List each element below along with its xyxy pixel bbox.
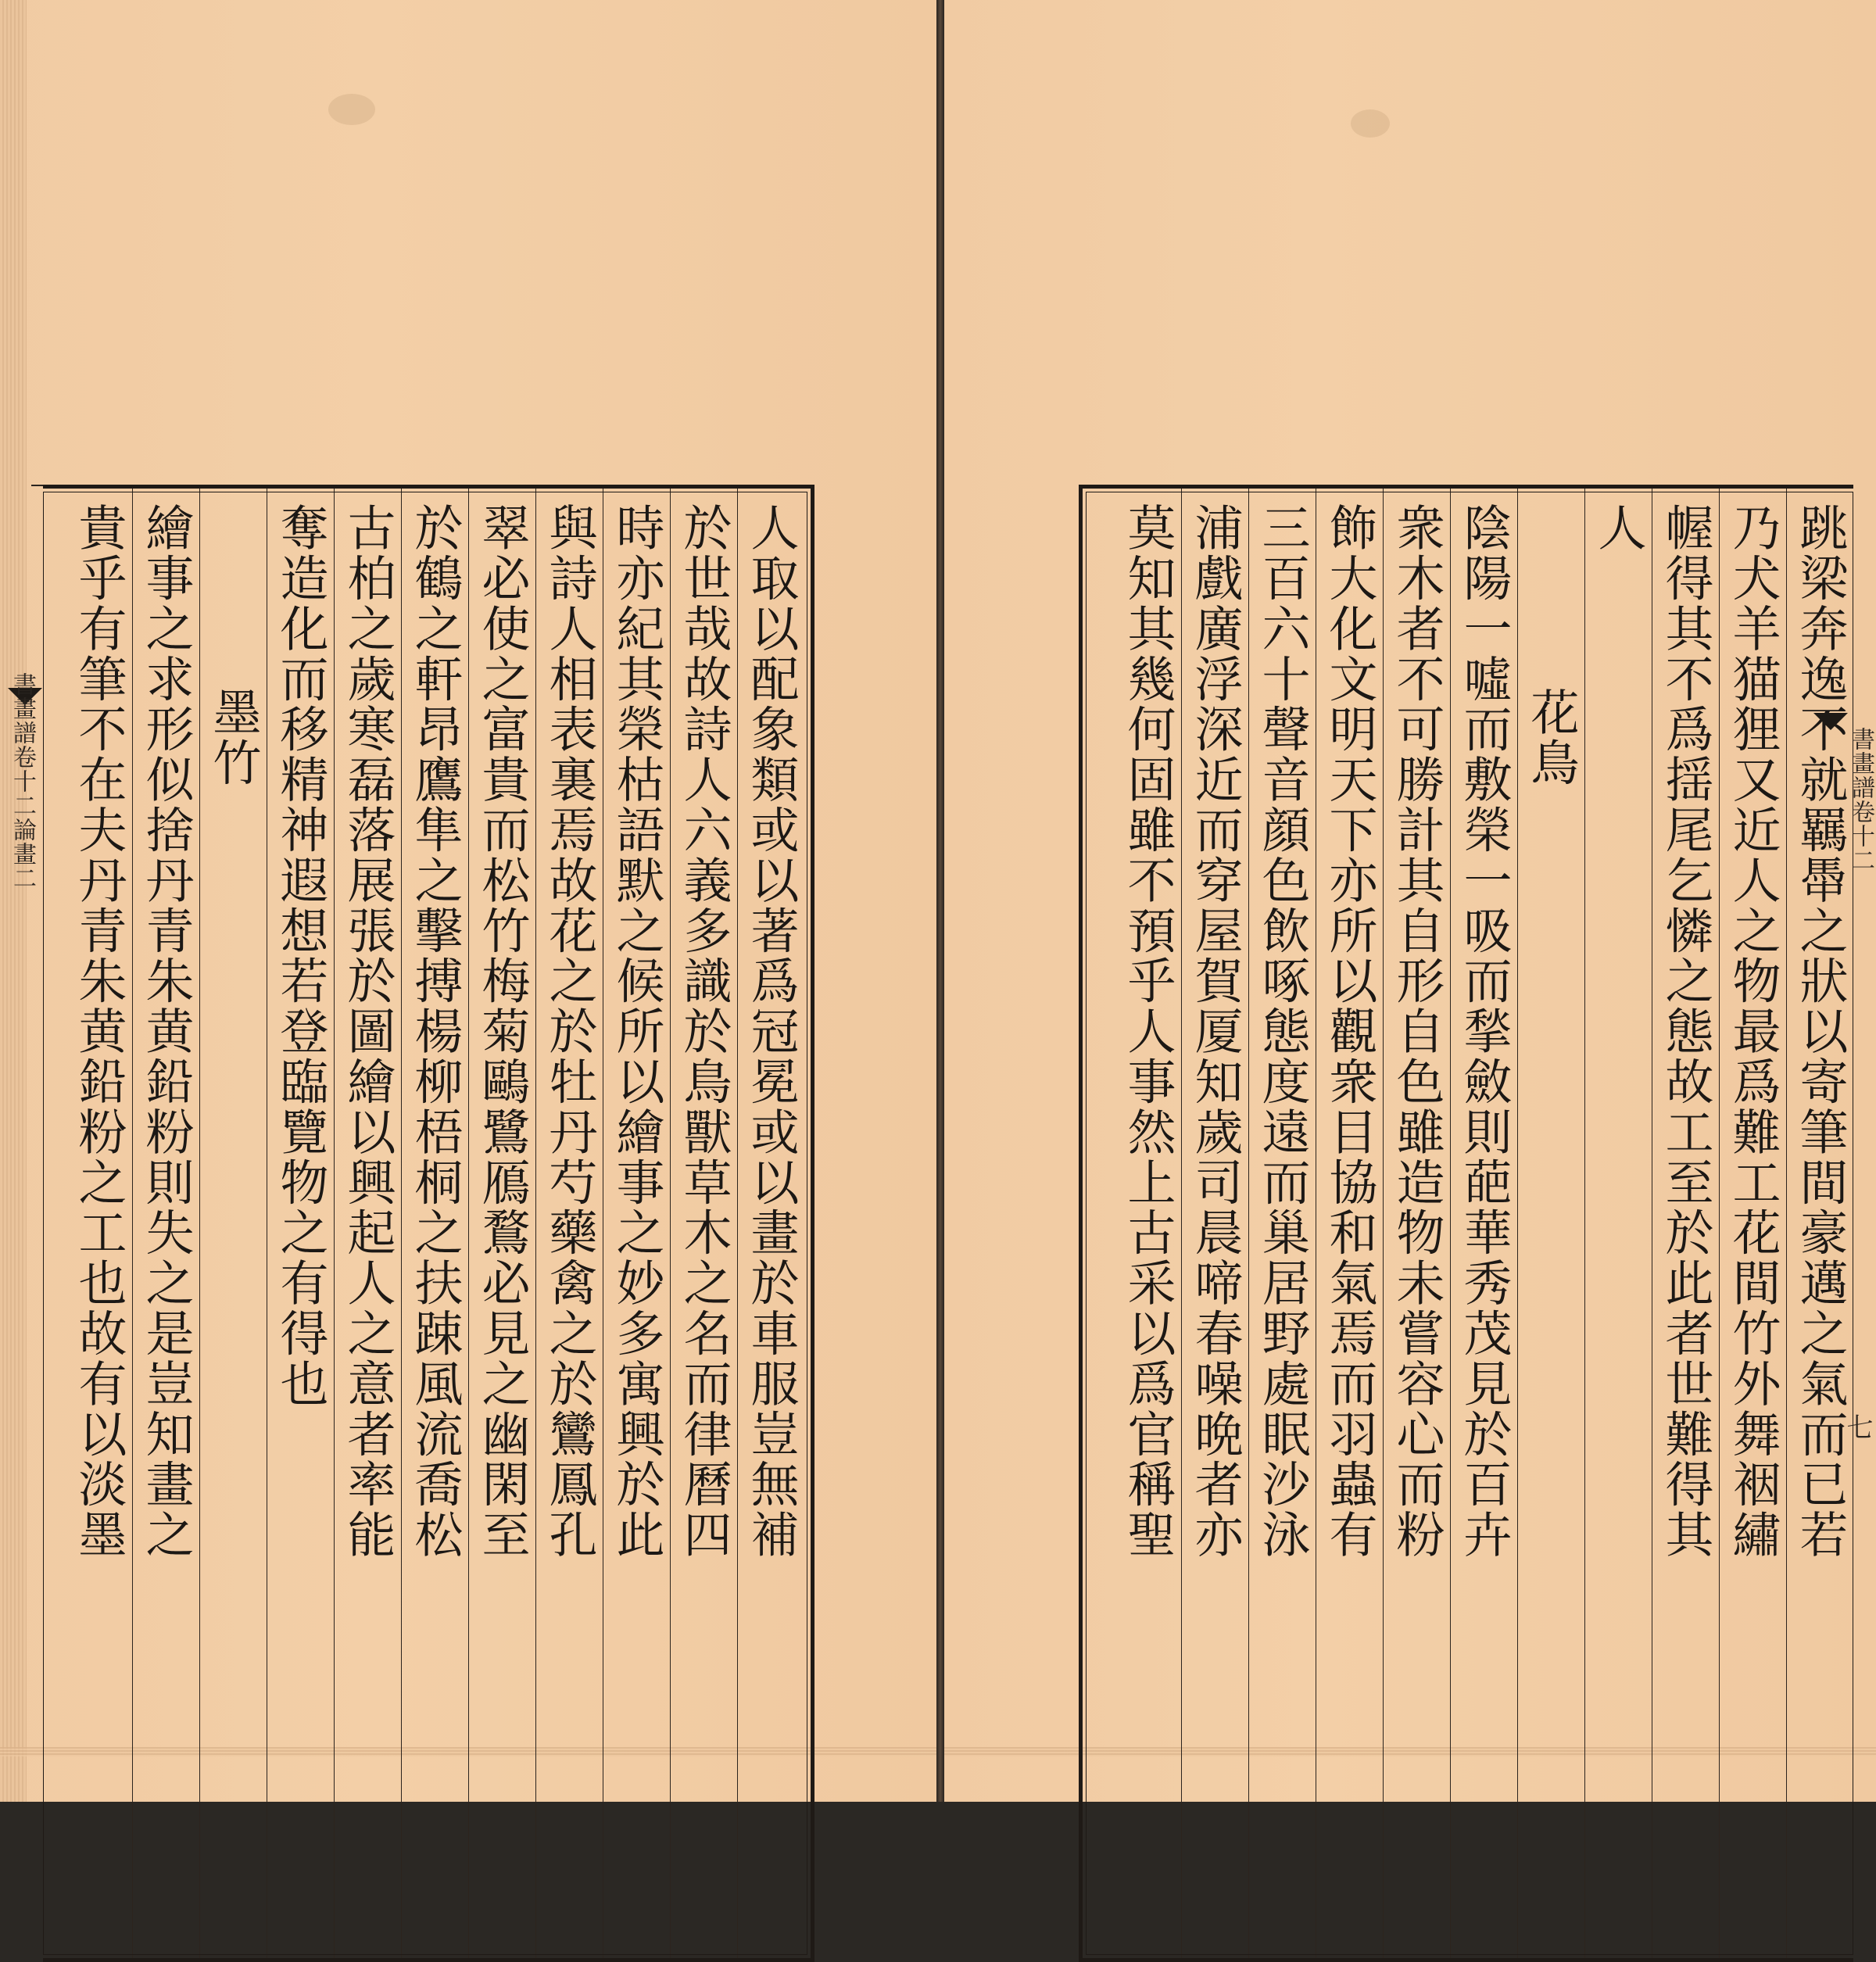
text-column: 繪事之求形似捨丹青朱黄鉛粉則失之是豈知畫之 [132,489,199,1958]
text-column: 衆木者不可勝計其自形自色雖造物未嘗容心而粉 [1383,489,1450,1958]
text-column: 貴乎有筆不在夫丹青朱黄鉛粉之工也故有以淡墨 [70,503,127,1560]
paper-stain [1351,109,1390,138]
text-column: 幄得其不爲揺尾乞憐之態故工至於此者世難得其 [1652,489,1719,1958]
text-column: 跳梁奔逸不就羈馽之狀以寄筆間豪邁之氣而已若 [1786,489,1853,1958]
left-page [0,0,939,1802]
text-columns-left [43,489,804,1958]
paper-stain [328,94,375,125]
text-column: 陰陽一噓而敷榮一吸而揫斂則葩華秀茂見於百卉 [1450,489,1517,1958]
text-column: 人 [1584,489,1652,1958]
text-column: 於世哉故詩人六義多識於鳥獸草木之名而律曆四 [670,489,737,1958]
text-column: 莫知其幾何固雖不預乎人事然上古采以爲官稱聖 [1119,503,1176,1560]
text-column: 古柏之歲寒磊落展張於圖繪以興起人之意者率能 [334,489,401,1958]
text-column: 人取以配象類或以著爲冠冕或以畫於車服豈無補 [737,489,804,1958]
text-column: 與詩人相表裏焉故花之於牡丹芍藥禽之於鸞鳳孔 [535,489,603,1958]
spine-gutter [936,0,944,1802]
center-margin-title-right: 書畫譜卷十二 [1847,727,1874,872]
text-frame-right [1079,485,1853,1962]
text-frame-left [43,485,814,1962]
text-column: 奪造化而移精神遐想若登臨覽物之有得也 [267,489,334,1958]
text-column: 浦戲廣浮深近而穿屋賀厦知歲司晨啼春噪晩者亦 [1181,489,1248,1958]
section-heading: 花鳥 [1517,489,1584,1958]
section-heading: 墨竹 [199,489,267,1958]
text-column: 時亦紀其榮枯語默之候所以繪事之妙多寓興於此 [603,489,670,1958]
text-column: 乃犬羊猫狸又近人之物最爲難工花間竹外舞裀繡 [1719,489,1786,1958]
folio-number: 七 [1842,1413,1873,1440]
text-column: 飾大化文明天下亦所以觀衆目協和氣焉而羽蟲有 [1316,489,1383,1958]
text-column: 三百六十聲音顔色飲啄態度遠而巢居野處眠沙泳 [1248,489,1316,1958]
center-margin-title-left: 書畫譜卷十二論畫二 [9,672,36,890]
text-columns-right [1089,489,1853,1958]
text-column: 翠必使之富貴而松竹梅菊鷗鷺鴈鶩必見之幽閑至 [468,489,535,1958]
text-column: 於鶴之軒昂鷹隼之擊搏楊柳梧桐之扶踈風流喬松 [401,489,468,1958]
